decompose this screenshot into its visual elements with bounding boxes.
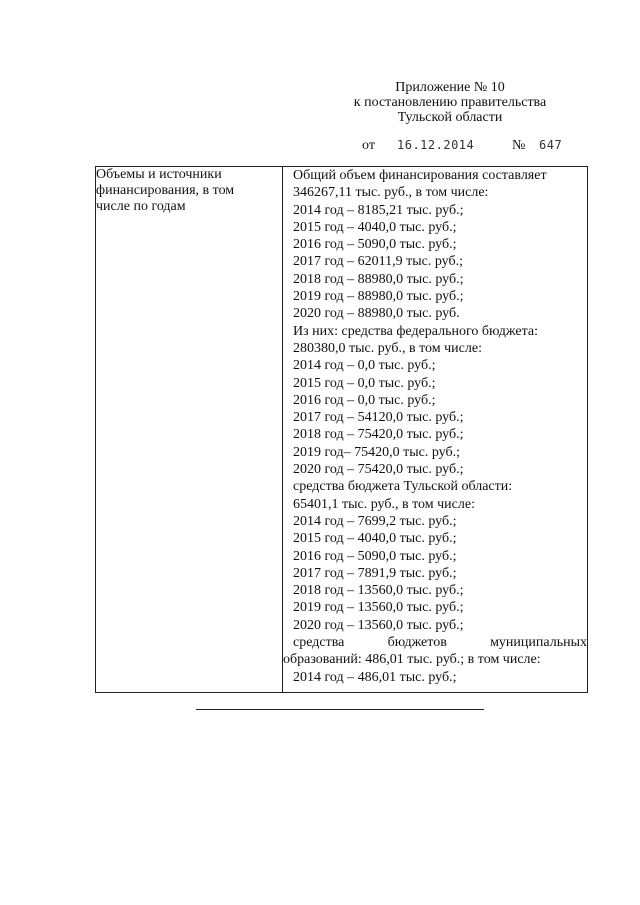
regional-year-2020: 2020 год – 13560,0 тыс. руб.;: [293, 617, 464, 633]
value-cell: [283, 167, 588, 693]
table-row: [96, 167, 588, 693]
total-year-2015: 2015 год – 4040,0 тыс. руб.;: [293, 219, 457, 235]
municipal-heading: [283, 634, 587, 651]
federal-year-2014: 2014 год – 0,0 тыс. руб.;: [293, 358, 436, 374]
municipal-year-2014: 2014 год – 486,01 тыс. руб.;: [293, 669, 457, 685]
federal-year-2016: 2016 год – 0,0 тыс. руб.;: [293, 392, 436, 408]
label-cell: [96, 167, 283, 693]
federal-year-2019: 2019 год– 75420,0 тыс. руб.;: [293, 444, 460, 460]
regional-year-2018: 2018 год – 13560,0 тыс. руб.;: [293, 583, 464, 599]
closing-rule: [196, 709, 484, 710]
federal-year-2020: 2020 год – 75420,0 тыс. руб.;: [293, 462, 464, 478]
total-year-2018: 2018 год – 88980,0 тыс. руб.;: [293, 271, 464, 287]
total-heading: Общий объем финансирования составляет: [293, 168, 547, 183]
regional-year-2016: 2016 год – 5090,0 тыс. руб.;: [293, 548, 457, 564]
federal-heading: Из них: средства федерального бюджета:: [293, 323, 538, 339]
municipal-word: бюджетов: [387, 635, 447, 651]
municipal-sum: образований: 486,01 тыс. руб.; в том числе:: [283, 652, 541, 668]
municipal-word: муниципальных: [490, 635, 587, 651]
federal-year-2018: 2018 год – 75420,0 тыс. руб.;: [293, 427, 464, 443]
federal-sum: 280380,0 тыс. руб., в том числе:: [293, 340, 482, 356]
total-sum: 346267,11 тыс. руб., в том числе:: [293, 185, 489, 201]
federal-year-2017: 2017 год – 54120,0 тыс. руб.;: [293, 410, 464, 426]
order-number-label: №: [512, 138, 526, 153]
appendix-subtitle: к постановлению правительства: [353, 95, 547, 110]
regional-year-2017: 2017 год – 7891,9 тыс. руб.;: [293, 565, 457, 581]
order-number: 647: [539, 138, 563, 152]
regional-year-2014: 2014 год – 7699,2 тыс. руб.;: [293, 513, 457, 529]
regional-year-2019: 2019 год – 13560,0 тыс. руб.;: [293, 600, 464, 616]
label-line: финансирования, в том: [96, 183, 235, 198]
regional-sum: 65401,1 тыс. руб., в том числе:: [293, 496, 475, 512]
label-line: числе по годам: [96, 199, 186, 214]
label-line: Объемы и источники: [96, 167, 222, 182]
appendix-title: Приложение № 10: [395, 80, 505, 95]
municipal-word: средства: [293, 635, 345, 651]
order-line: [362, 138, 563, 154]
total-year-2014: 2014 год – 8185,21 тыс. руб.;: [293, 202, 464, 218]
total-year-2016: 2016 год – 5090,0 тыс. руб.;: [293, 237, 457, 253]
order-from-label: от: [362, 138, 375, 153]
federal-year-2015: 2015 год – 0,0 тыс. руб.;: [293, 375, 436, 391]
total-year-2019: 2019 год – 88980,0 тыс. руб.;: [293, 289, 464, 305]
total-year-2020: 2020 год – 88980,0 тыс. руб.: [293, 306, 460, 322]
regional-year-2015: 2015 год – 4040,0 тыс. руб.;: [293, 531, 457, 547]
regional-heading: средства бюджета Тульской области:: [293, 479, 513, 495]
order-date: 16.12.2014: [397, 138, 475, 152]
appendix-header: [300, 80, 600, 125]
total-year-2017: 2017 год – 62011,9 тыс. руб.;: [293, 254, 463, 270]
appendix-region: Тульской области: [397, 110, 503, 125]
financing-table: [95, 166, 588, 693]
